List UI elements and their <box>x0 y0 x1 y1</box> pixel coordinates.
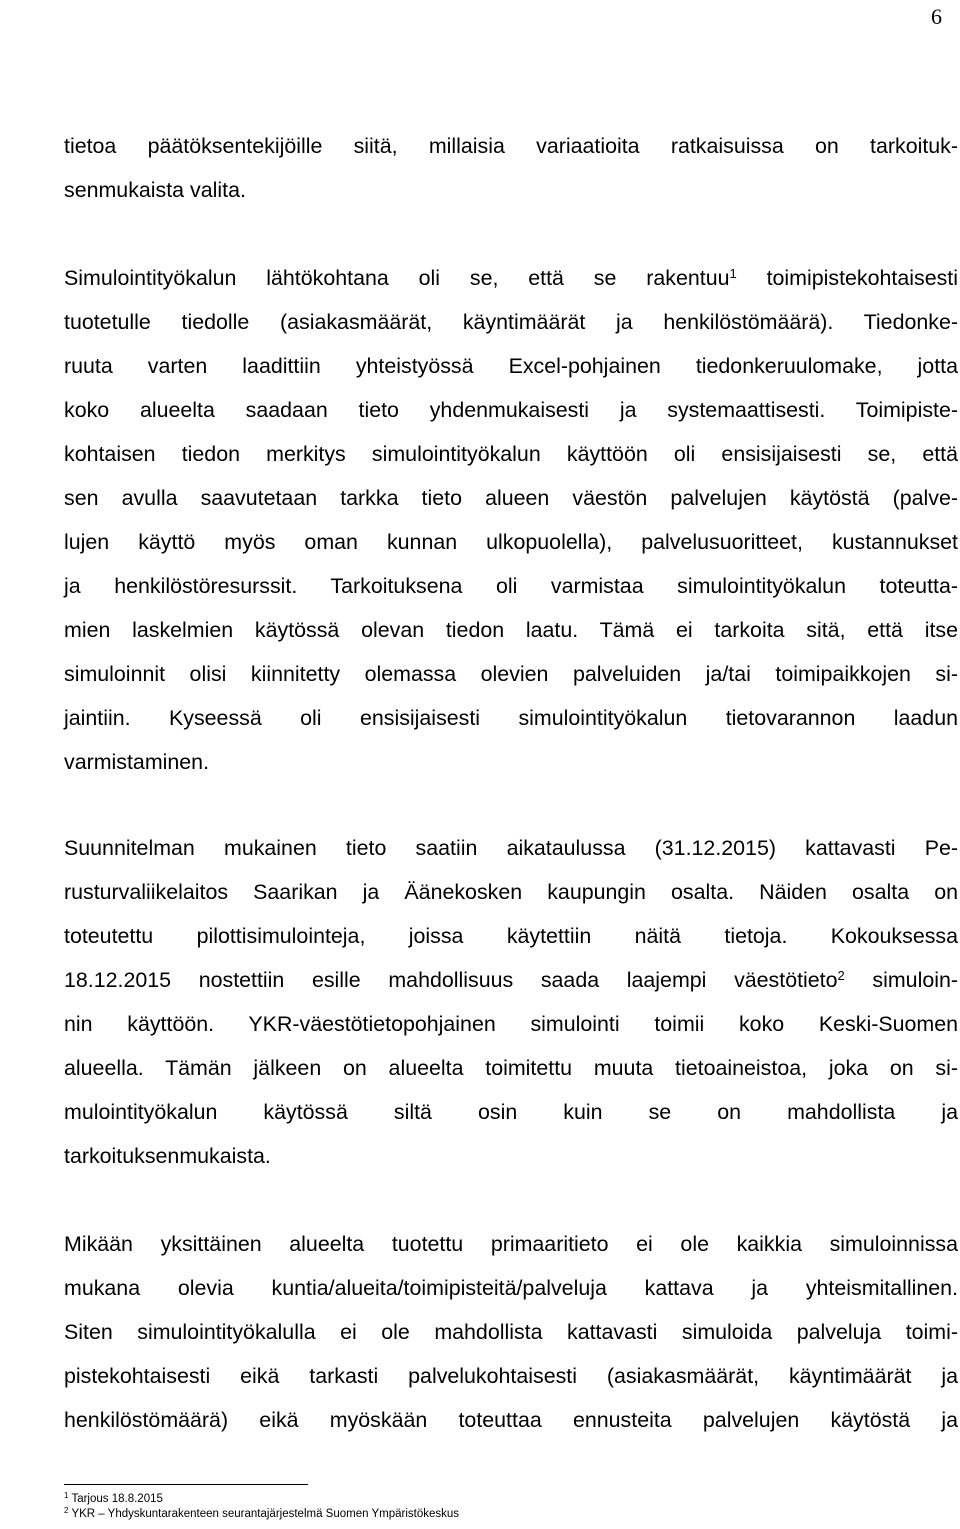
text-segment: toimipistekohtaisesti <box>736 266 958 290</box>
text-line: koko alueelta saadaan tieto yhdenmukaisesti ja systemaattisesti. Toimipiste- <box>64 398 958 422</box>
text-line: ruuta varten laadittiin yhteistyössä Excel-pohjainen tiedonkeruulomake, jotta <box>64 354 958 378</box>
text-segment: simuloin- <box>844 968 958 992</box>
text-line: nin käyttöön. YKR-väestötietopohjainen simulointi toimii koko Keski-Suomen <box>64 1012 958 1036</box>
footnote-number: 1 <box>64 1491 69 1500</box>
footnote <box>64 1507 459 1522</box>
text-line: jaintiin. Kyseessä oli ensisijaisesti simulointityökalun tietovarannon laadun <box>64 706 958 730</box>
text-line: pistekohtaisesti eikä tarkasti palvelukohtaisesti (asiakasmäärät, käyntimäärät ja <box>64 1364 958 1388</box>
paragraph <box>64 256 958 784</box>
text-line: tietoa päätöksentekijöille siitä, millaisia variaatioita ratkaisuissa on tarkoituk- <box>64 134 958 158</box>
paragraph <box>64 1222 958 1442</box>
text-line: toteutettu pilottisimulointeja, joissa käytettiin näitä tietoja. Kokouksessa <box>64 924 958 948</box>
text-line: mien laskelmien käytössä olevan tiedon laatu. Tämä ei tarkoita sitä, että itse <box>64 618 958 642</box>
paragraph <box>64 826 958 1178</box>
text-segment: Simulointityökalun lähtökohtana oli se, että se rakentuu <box>64 266 730 290</box>
text-line: rusturvaliikelaitos Saarikan ja Äänekosken kaupungin osalta. Näiden osalta on <box>64 880 958 904</box>
text-segment: 18.12.2015 nostettiin esille mahdollisuus saada laajempi väestötieto <box>64 968 838 992</box>
text-line: sen avulla saavutetaan tarkka tieto alueen väestön palvelujen käytöstä (palve- <box>64 486 958 510</box>
footnote-number: 2 <box>64 1506 69 1515</box>
text-line: Siten simulointityökalulla ei ole mahdollista kattavasti simuloida palveluja toimi- <box>64 1320 958 1344</box>
footnote-reference: 1 <box>729 265 737 281</box>
footnote-text: YKR – Yhdyskuntarakenteen seurantajärjestelmä Suomen Ympäristökeskus <box>71 1508 460 1520</box>
footnote-separator <box>64 1484 308 1485</box>
footnote <box>64 1492 459 1507</box>
text-line: ja henkilöstöresurssit. Tarkoituksena oli varmistaa simulointityökalun toteutta- <box>64 574 958 598</box>
footnote-text: Tarjous 18.8.2015 <box>71 1493 163 1505</box>
text-line: tuotetulle tiedolle (asiakasmäärät, käyntimäärät ja henkilöstömäärä). Tiedonke- <box>64 310 958 334</box>
text-line <box>64 256 958 300</box>
text-line <box>64 958 958 1002</box>
text-line: Suunnitelman mukainen tieto saatiin aikataulussa (31.12.2015) kattavasti Pe- <box>64 836 958 860</box>
text-line: henkilöstömäärä) eikä myöskään toteuttaa ennusteita palvelujen käytöstä ja <box>64 1408 958 1432</box>
text-line: varmistaminen. <box>64 750 210 774</box>
text-line: mulointityökalun käytössä siltä osin kuin se on mahdollista ja <box>64 1100 958 1124</box>
text-line: mukana olevia kuntia/alueita/toimipisteitä/palveluja kattava ja yhteismitallinen. <box>64 1276 958 1300</box>
text-line: Mikään yksittäinen alueelta tuotettu primaaritieto ei ole kaikkia simuloinnissa <box>64 1232 958 1256</box>
page-number: 6 <box>931 4 942 29</box>
text-line: kohtaisen tiedon merkitys simulointityökalun käyttöön oli ensisijaisesti se, että <box>64 442 958 466</box>
paragraph <box>64 124 958 212</box>
footnotes <box>64 1492 459 1522</box>
text-line: senmukaista valita. <box>64 178 246 202</box>
text-line: lujen käyttö myös oman kunnan ulkopuolella), palvelusuoritteet, kustannukset <box>64 530 958 554</box>
footnote-reference: 2 <box>837 967 845 983</box>
text-line: simuloinnit olisi kiinnitetty olemassa olevien palveluiden ja/tai toimipaikkojen si- <box>64 662 958 686</box>
text-line: alueella. Tämän jälkeen on alueelta toimitettu muuta tietoaineistoa, joka on si- <box>64 1056 958 1080</box>
text-line: tarkoituksenmukaista. <box>64 1144 271 1168</box>
